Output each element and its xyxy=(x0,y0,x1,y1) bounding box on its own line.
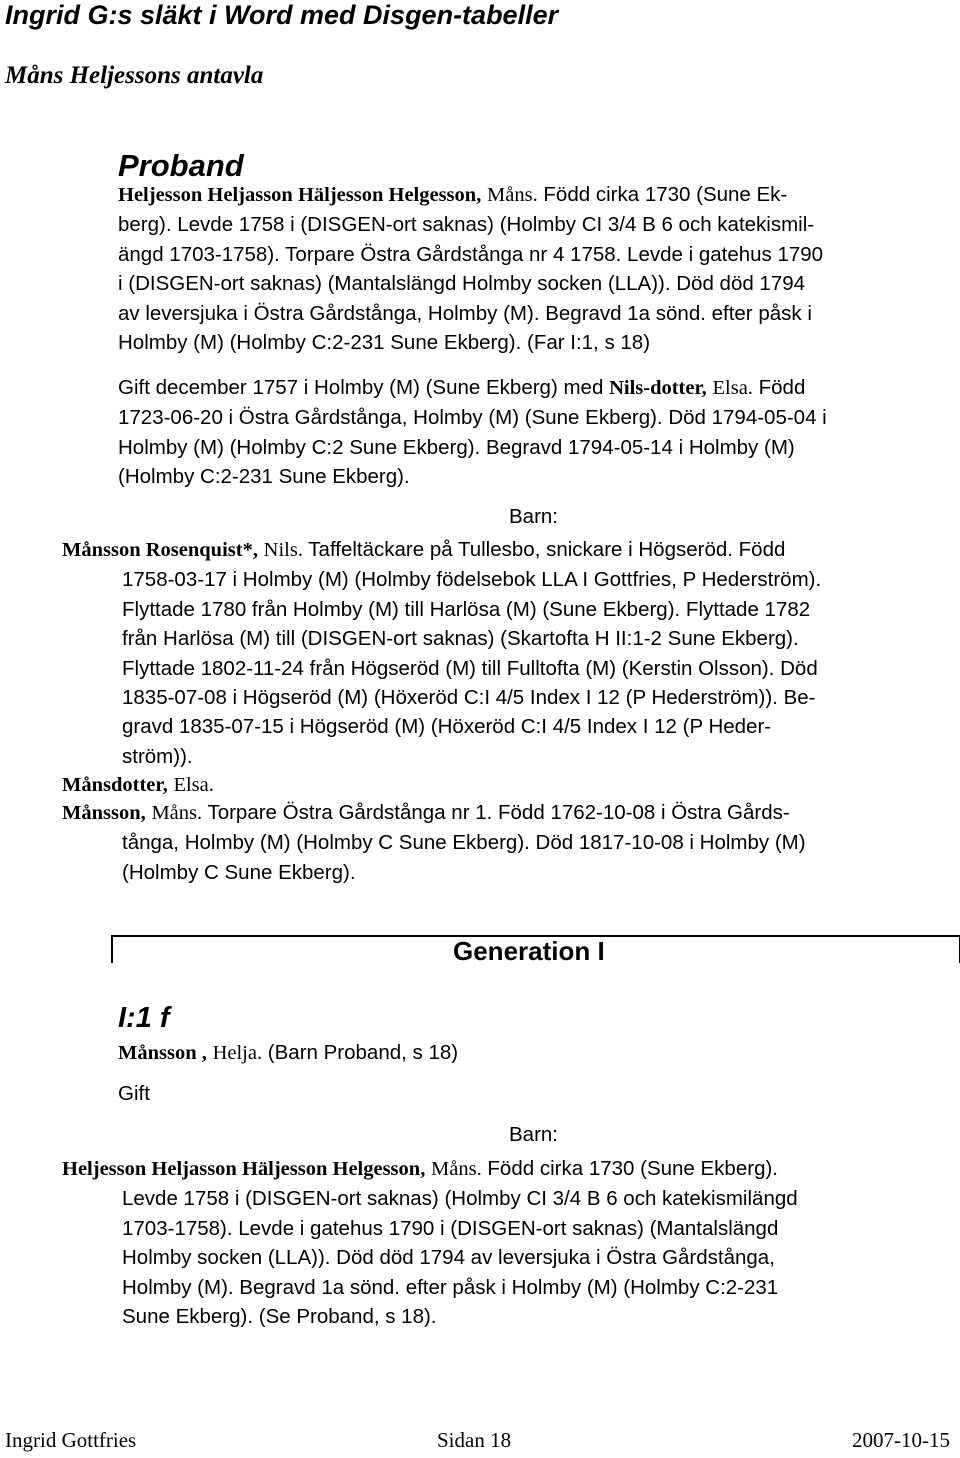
spouse-birth-label: Född xyxy=(752,376,806,399)
child-info: Född cirka 1730 (Sune Ekberg). xyxy=(481,1157,778,1180)
child-line: ström)). xyxy=(122,744,193,768)
child-surname: Månsson, xyxy=(62,802,146,824)
proband-line: ängd 1703-1758). Torpare Östra Gårdstånga nr 4 1758. Levde i gatehus 1790 xyxy=(118,242,824,266)
child-line: 1758-03-17 i Holmby (M) (Holmby födelsebok LLA I Gottfries, P Hederström). xyxy=(122,568,822,592)
child-entry xyxy=(62,770,214,800)
child-line: tånga, Holmby (M) (Holmby C Sune Ekberg). Död 1817-10-08 i Holmby (M) xyxy=(122,831,806,855)
child-line: 1835-07-08 i Högseröd (M) (Höxeröd C:I 4/5 Index I 12 (P Hederström)). Be- xyxy=(122,686,816,710)
marriage-line: Holmby (M) (Holmby C:2 Sune Ekberg). Begravd 1794-05-14 i Holmby (M) xyxy=(118,435,795,459)
child-line: Flyttade 1802-11-24 från Högseröd (M) till Fulltofta (M) (Kerstin Olsson). Död xyxy=(122,656,818,680)
proband-line: av leversjuka i Östra Gårdstånga, Holmby (M). Begravd 1a sönd. efter påsk i xyxy=(118,301,812,325)
proband-birth: Född cirka 1730 (Sune Ek- xyxy=(537,183,788,206)
child-entry xyxy=(62,798,806,887)
child-given-name: Elsa. xyxy=(173,774,214,796)
generation-child-entry xyxy=(62,1154,798,1331)
spouse-surname: Nils-dotter, xyxy=(609,377,707,399)
footer-page-number: Sidan 18 xyxy=(437,1428,512,1452)
child-line: Holmby socken (LLA)). Död död 1794 av leversjuka i Östra Gårdstånga, xyxy=(122,1246,775,1270)
child-line: Sune Ekberg). (Se Proband, s 18). xyxy=(122,1305,437,1329)
ancestor-info: (Barn Proband, s 18) xyxy=(262,1041,459,1064)
marriage-line: 1723-06-20 i Östra Gårdstånga, Holmby (M) (Sune Ekberg). Död 1794-05-04 i xyxy=(118,406,827,430)
child-first-line xyxy=(62,798,806,828)
page-footer xyxy=(5,1428,950,1458)
footer-date: 2007-10-15 xyxy=(852,1428,950,1452)
child-first-line xyxy=(62,1154,798,1184)
proband-line: berg). Levde 1758 i (DISGEN-ort saknas) (Holmby CI 3/4 B 6 och katekismil- xyxy=(118,213,815,237)
child-entry xyxy=(62,535,821,771)
marriage-paragraph xyxy=(118,373,827,492)
child-given-name: Nils. xyxy=(263,539,303,561)
child-info: Torpare Östra Gårdstånga nr 1. Född 1762-10-08 i Östra Gårds- xyxy=(202,801,790,824)
child-line: från Harlösa (M) till (DISGEN-ort saknas) (Skartofta H II:1-2 Sune Ekberg). xyxy=(122,627,799,651)
child-info: Taffeltäckare på Tullesbo, snickare i Högseröd. Född xyxy=(302,538,786,561)
proband-line: Holmby (M) (Holmby C:2-231 Sune Ekberg). (Far I:1, s 18) xyxy=(118,331,651,355)
child-line: Flyttade 1780 från Holmby (M) till Harlösa (M) (Sune Ekberg). Flyttade 1782 xyxy=(122,597,811,621)
proband-surname: Heljesson Heljasson Häljesson Helgesson, xyxy=(118,184,482,206)
gift-label: Gift xyxy=(118,1082,150,1105)
child-line: (Holmby C Sune Ekberg). xyxy=(122,860,356,884)
proband-given-name: Måns. xyxy=(487,184,538,206)
children-label: Barn: xyxy=(509,505,558,528)
child-line: 1703-1758). Levde i gatehus 1790 i (DISGEN-ort saknas) (Mantalslängd xyxy=(122,1216,779,1240)
marriage-info: Gift december 1757 i Holmby (M) (Sune Ekberg) med xyxy=(118,376,610,399)
child-given-name: Måns. xyxy=(151,802,203,824)
spouse-given-name: Elsa. xyxy=(712,377,753,399)
child-surname: Heljesson Heljasson Häljesson Helgesson, xyxy=(62,1158,426,1180)
marriage-line: (Holmby C:2-231 Sune Ekberg). xyxy=(118,465,410,489)
child-surname: Månsson Rosenquist*, xyxy=(62,539,258,561)
child-surname: Månsdotter, xyxy=(62,774,168,796)
generation-title: Generation I xyxy=(453,936,605,966)
child-given-name: Måns. xyxy=(431,1158,482,1180)
document-title: Ingrid G:s släkt i Word med Disgen-tabeller xyxy=(5,0,559,30)
ancestor-surname: Månsson , xyxy=(118,1042,207,1064)
proband-first-line xyxy=(118,180,823,210)
child-line: Holmby (M). Begravd 1a sönd. efter påsk i Holmby (M) (Holmby C:2-231 xyxy=(122,1275,779,1299)
children-label: Barn: xyxy=(509,1123,558,1146)
person-id: I:1 f xyxy=(118,1002,170,1034)
proband-line: i (DISGEN-ort saknas) (Mantalslängd Holmby socken (LLA)). Död död 1794 xyxy=(118,272,806,296)
child-line: Levde 1758 i (DISGEN-ort saknas) (Holmby CI 3/4 B 6 och katekismilängd xyxy=(122,1187,798,1211)
proband-heading: Proband xyxy=(118,148,244,183)
ancestor-line xyxy=(118,1038,458,1068)
ancestor-entry xyxy=(118,1038,458,1068)
proband-paragraph xyxy=(118,180,823,357)
document-subtitle: Måns Heljessons antavla xyxy=(5,62,264,89)
marriage-first-line xyxy=(118,373,827,403)
child-first-line xyxy=(62,770,214,800)
child-line: gravd 1835-07-15 i Högseröd (M) (Höxeröd C:I 4/5 Index I 12 (P Heder- xyxy=(122,715,772,739)
footer-author: Ingrid Gottfries xyxy=(5,1428,137,1452)
child-first-line xyxy=(62,535,821,565)
ancestor-given-name: Helja. xyxy=(212,1042,263,1064)
